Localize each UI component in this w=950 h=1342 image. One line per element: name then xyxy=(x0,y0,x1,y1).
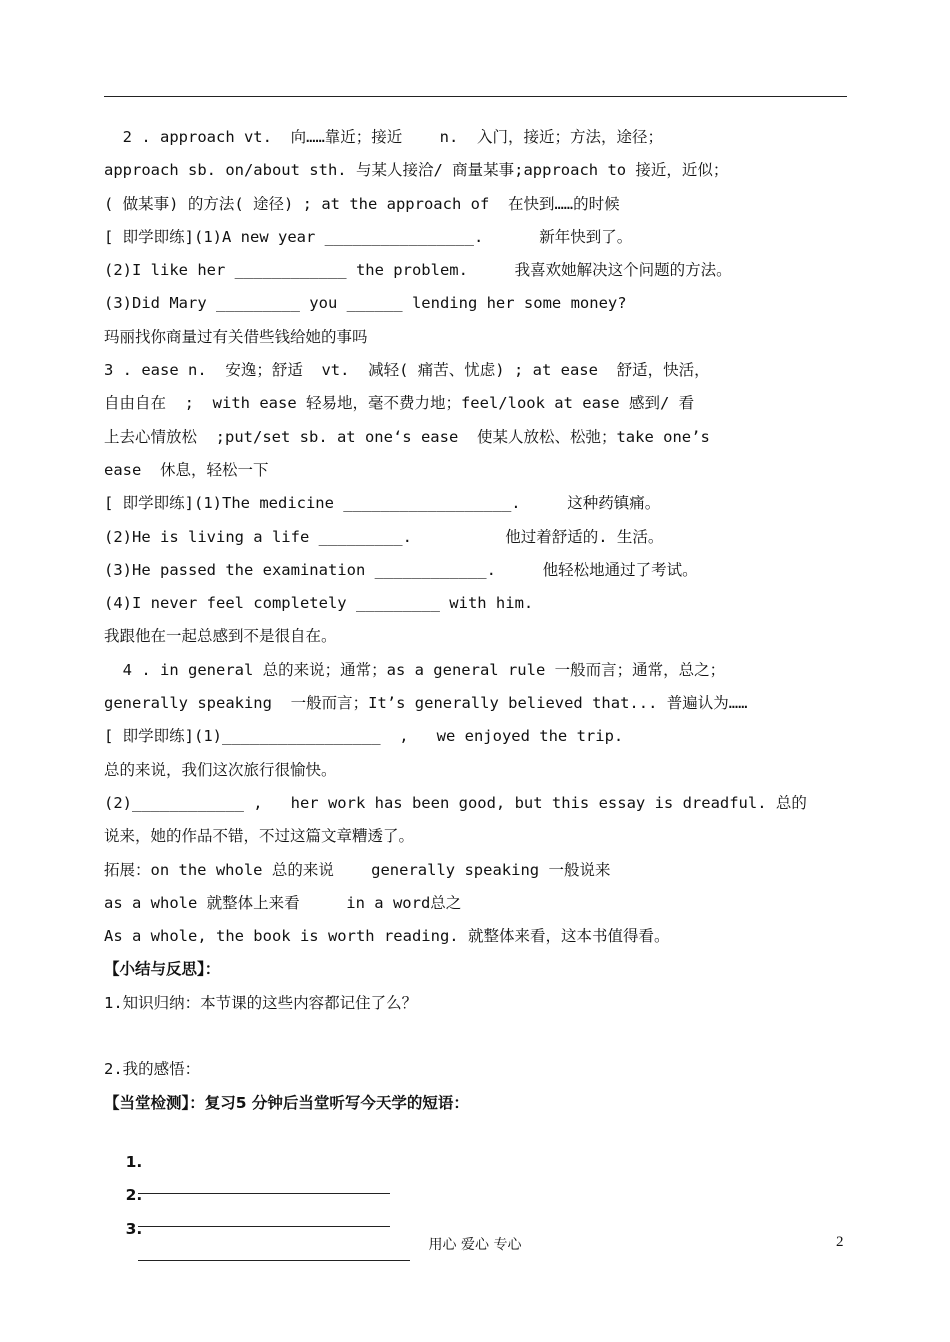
text-line: 总的来说，我们这次旅行很愉快。 xyxy=(104,760,337,779)
check-heading: 【当堂检测】：复习5 分钟后当堂听写今天学的短语： xyxy=(104,1093,469,1112)
answer-blank-1[interactable] xyxy=(138,1175,390,1194)
text-line: 说来，她的作品不错，不过这篇文章糟透了。 xyxy=(104,827,415,846)
text-line: 拓展：on the whole 总的来说 generally speaking 一般说来 xyxy=(104,860,611,879)
text-line: As a whole, the book is worth reading. 就整体来看，这本书值得看。 xyxy=(104,927,670,946)
text-line: 上去心情放松 ;put/set sb. at one‘s ease 使某人放松、松弛；take one’s xyxy=(104,427,710,446)
text-line: (3)Did Mary _________ you ______ lending her some money? xyxy=(104,294,627,313)
text-line: 4 . in general 总的来说；通常；as a general rule 一般而言；通常，总之； xyxy=(104,660,726,679)
text-line: 我跟他在一起总感到不是很自在。 xyxy=(104,627,337,646)
text-line: (2)He is living a life _________. 他过着舒适的. 生活。 xyxy=(104,527,664,546)
text-line: as a whole 就整体上来看 in a word总之 xyxy=(104,893,462,912)
text-line: ease 休息，轻松一下 xyxy=(104,460,269,479)
answer-blank-2[interactable] xyxy=(138,1208,390,1227)
summary-heading: 【小结与反思】： xyxy=(104,960,221,979)
page-body xyxy=(104,124,847,1238)
summary-item-reflection: 2.我的感悟： xyxy=(104,1060,201,1079)
text-line: (2)____________ , her work has been good, but this essay is dreadful. 总的 xyxy=(104,793,807,812)
header-rule xyxy=(104,96,847,97)
check-item-number: 2. xyxy=(125,1186,143,1205)
summary-item-knowledge: 1.知识归纳：本节课的这些内容都记住了么？ xyxy=(104,993,418,1012)
text-line: (3)He passed the examination ____________. 他轻松地通过了考试。 xyxy=(104,560,698,579)
check-item-1 xyxy=(104,1123,847,1171)
page-footer: 用心 爱心 专心 xyxy=(428,1237,522,1253)
check-item-number: 3. xyxy=(125,1219,143,1238)
text-line: approach sb. on/about sth. 与某人接洽/ 商量某事;approach to 接近，近似； xyxy=(104,161,729,180)
text-line: 玛丽找你商量过有关借些钱给她的事吗 xyxy=(104,327,368,346)
text-line: 3 . ease n. 安逸；舒适 vt. 减轻( 痛苦、忧虑) ; at ease 舒适，快活， xyxy=(104,361,710,380)
text-line: generally speaking 一般而言；It’s generally believed that... 普遍认为…… xyxy=(104,694,748,713)
text-line: 2 . approach vt. 向……靠近；接近 n. 入门，接近；方法，途径； xyxy=(104,128,663,146)
blank-space xyxy=(104,1023,847,1056)
text-line: ( 做某事) 的方法( 途径) ; at the approach of 在快到……的时候 xyxy=(104,194,620,213)
text-line: [ 即学即练](1)The medicine __________________. 这种药镇痛。 xyxy=(104,494,661,513)
text-line: (2)I like her ____________ the problem. 我喜欢她解决这个问题的方法。 xyxy=(104,261,732,280)
page-number: 2 xyxy=(836,1234,844,1250)
check-item-number: 1. xyxy=(125,1152,143,1171)
text-line: [ 即学即练](1)_________________ , we enjoyed the trip. xyxy=(104,727,624,746)
text-line: [ 即学即练](1)A new year ________________. 新年快到了。 xyxy=(104,227,633,246)
text-line: (4)I never feel completely _________ with him. xyxy=(104,594,534,613)
text-line: 自由自在 ; with ease 轻易地，毫不费力地；feel/look at ease 感到/ 看 xyxy=(104,394,695,413)
